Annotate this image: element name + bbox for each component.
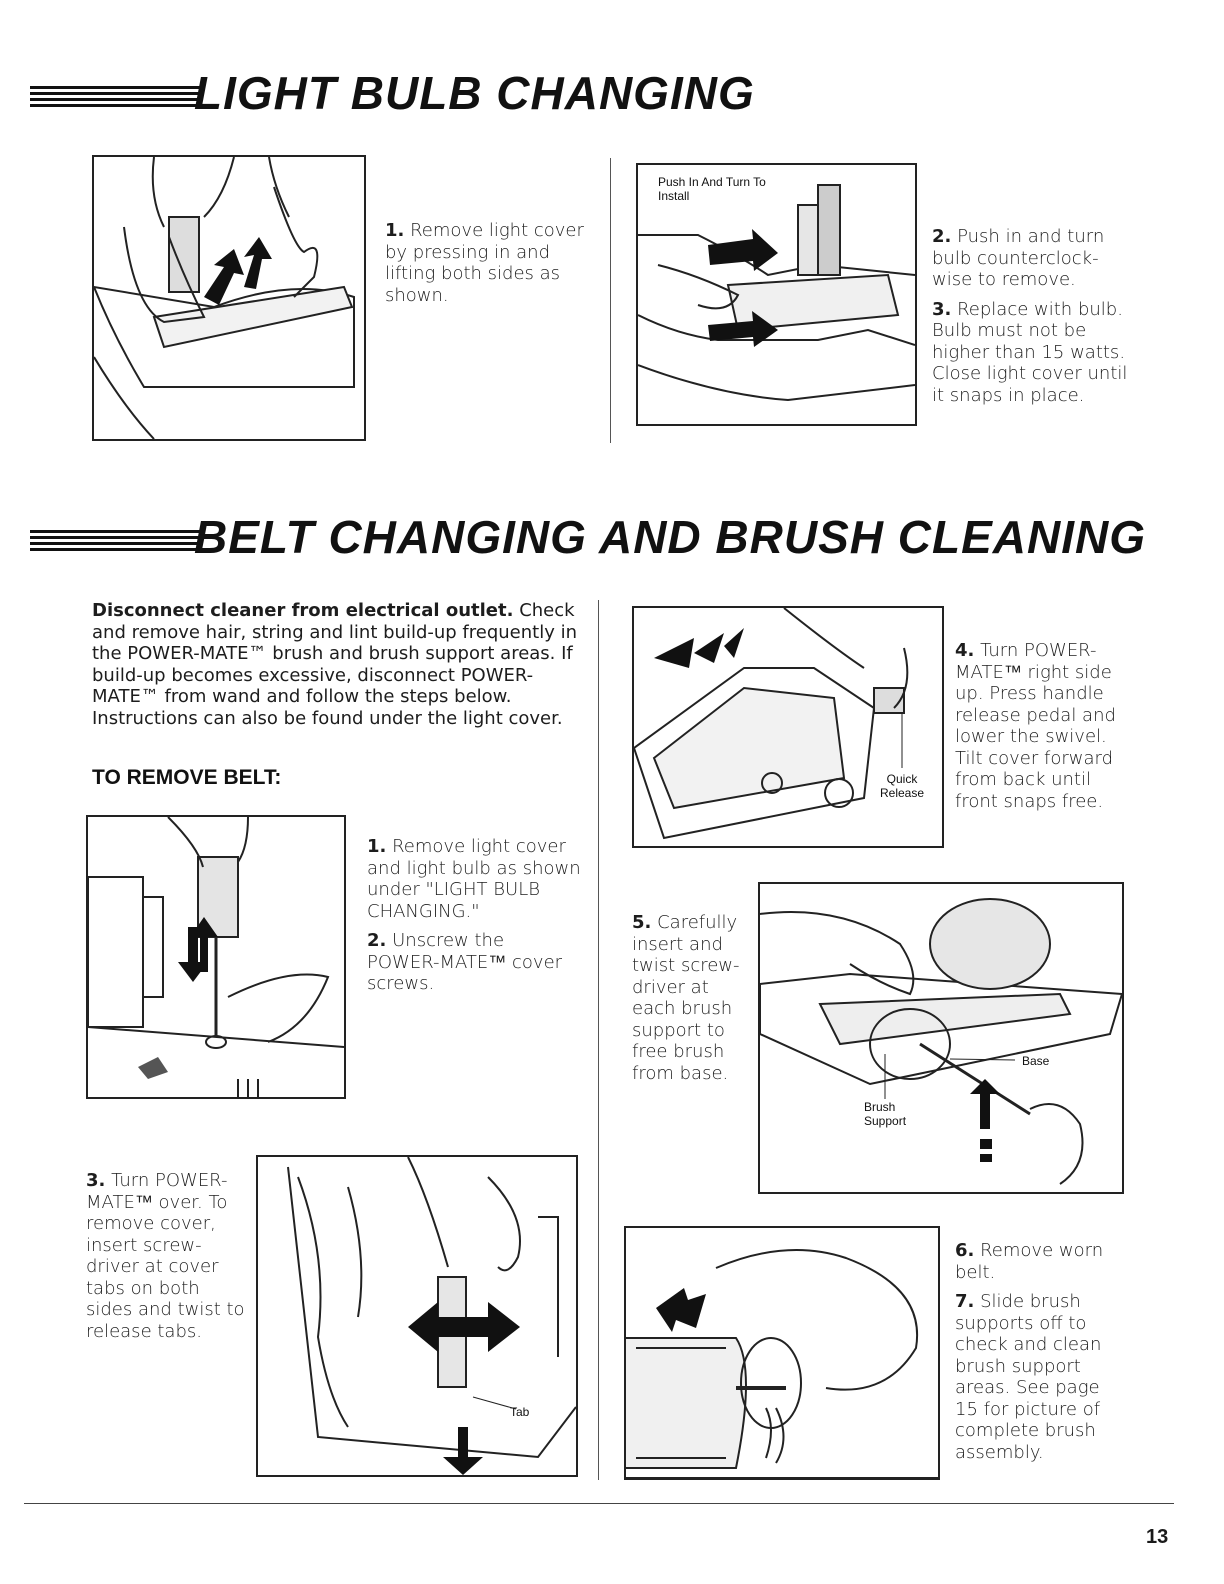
step-text: Replace with bulb. Bulb must not be higher than 15 watts. Close light cover until it snaps in place. — [932, 298, 1128, 406]
belt-step-4 — [955, 640, 1125, 820]
tab-label: Tab — [510, 1405, 530, 1419]
light-cover-illustration — [94, 157, 364, 439]
heading-rule-lines — [30, 83, 200, 110]
light-steps-2-3 — [932, 226, 1132, 414]
brush-support-label: Brush Support — [864, 1100, 907, 1128]
brush-support-illustration — [760, 884, 1122, 1192]
figure-unscrew-cover — [86, 815, 346, 1099]
section-title-belt-changing — [30, 510, 1146, 564]
belt-steps-1-2 — [367, 836, 582, 1003]
step-text: Remove light cover by pressing in and lifting both sides as shown. — [385, 220, 584, 306]
belt-steps-6-7 — [955, 1240, 1125, 1471]
belt-step-5 — [632, 912, 750, 1092]
brush-assembly-illustration — [626, 1228, 938, 1478]
step-text: Turn POWER-MATE™ right side up. Press handle release pedal and lower the swivel. Tilt cover forward from back until front snaps free. — [955, 640, 1116, 812]
step-number: 6. — [955, 1240, 975, 1261]
section-title-text: BELT CHANGING AND BRUSH CLEANING — [194, 511, 1146, 563]
heading-rule-lines — [30, 527, 200, 554]
figure-slide-brush-supports — [624, 1226, 940, 1480]
footer-rule — [24, 1503, 1174, 1504]
base-label: Base — [1022, 1054, 1050, 1068]
column-divider — [598, 600, 599, 1480]
step-number: 1. — [385, 220, 405, 241]
intro-text: Check and remove hair, string and lint build-up frequently in the POWER-MATE™ brush and brush support areas. If build-up becomes excessive, disconnect POWER-MATE™ from wand and follow the steps below. Instructions can also be found under the light cover. — [92, 600, 577, 729]
figure-tilt-cover — [632, 606, 944, 848]
step-number: 2. — [932, 226, 952, 247]
page-number: 13 — [1146, 1526, 1169, 1548]
column-divider — [610, 158, 611, 443]
step-text: Remove worn belt. — [955, 1240, 1104, 1283]
figure-remove-light-cover — [92, 155, 366, 441]
figure-push-in-turn — [636, 163, 917, 426]
light-step-1 — [385, 220, 585, 314]
step-number: 4. — [955, 640, 975, 661]
step-number: 2. — [367, 930, 387, 951]
belt-intro-paragraph — [92, 600, 582, 729]
step-text: Carefully insert and twist screw-driver at each brush support to free brush from base. — [632, 912, 740, 1084]
bulb-illustration — [638, 165, 915, 424]
step-number: 5. — [632, 912, 652, 933]
figure-caption: Push In And Turn To Install — [658, 175, 766, 203]
tabs-illustration — [258, 1157, 576, 1475]
subheading-remove-belt: TO REMOVE BELT: — [92, 766, 282, 789]
step-number: 7. — [955, 1291, 975, 1312]
section-title-text: LIGHT BULB CHANGING — [194, 67, 755, 119]
quick-release-label: Quick Release — [879, 772, 925, 800]
intro-warning: Disconnect cleaner from electrical outlet. — [92, 600, 514, 621]
step-number: 3. — [86, 1170, 106, 1191]
figure-free-brush — [758, 882, 1124, 1194]
step-text: Turn POWER-MATE™ over. To remove cover, insert screw-driver at cover tabs on both sides and twist to release tabs. — [86, 1170, 245, 1342]
figure-release-tabs — [256, 1155, 578, 1477]
screwdriver-illustration — [88, 817, 344, 1097]
step-number: 1. — [367, 836, 387, 857]
belt-step-3 — [86, 1170, 246, 1350]
step-text: Push in and turn bulb counterclock-wise to remove. — [932, 226, 1105, 290]
step-number: 3. — [932, 298, 952, 320]
section-title-light-bulb — [30, 66, 755, 120]
step-text: Remove light cover and light bulb as shown under "LIGHT BULB CHANGING." — [367, 836, 581, 922]
cover-tilt-illustration — [634, 608, 942, 846]
step-text: Unscrew the POWER-MATE™ cover screws. — [367, 930, 563, 994]
step-text: Slide brush supports off to check and clean brush support areas. See page 15 for picture of complete brush assembly. — [955, 1291, 1102, 1463]
